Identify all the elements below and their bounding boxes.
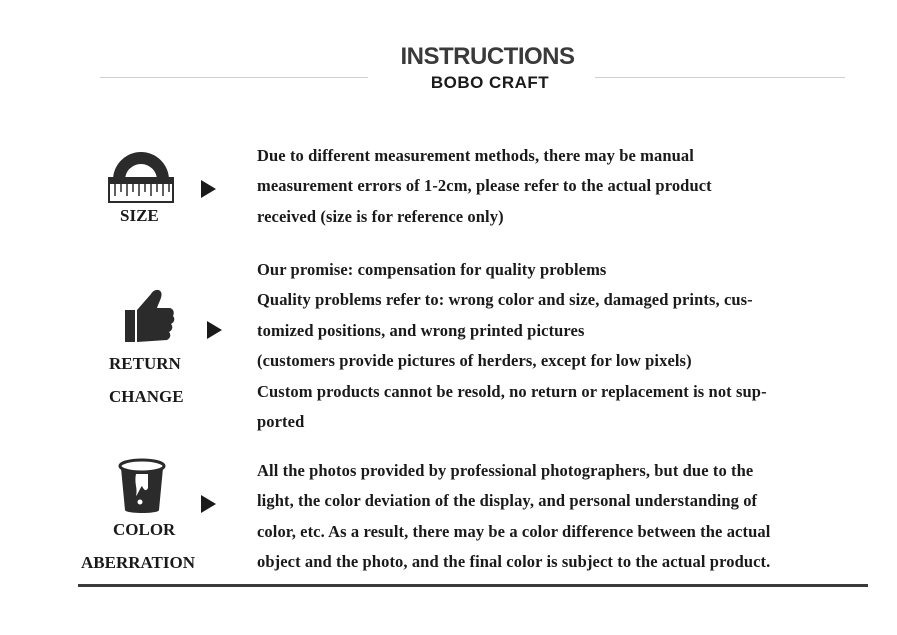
text-line: (customers provide pictures of herders, except for low pixels) [257, 351, 692, 371]
section-text-return [257, 255, 767, 437]
paint-bucket-icon [118, 458, 166, 518]
section-label-aberration: ABERRATION [81, 553, 195, 572]
text-line: light, the color deviation of the display, and personal understanding of [257, 491, 758, 511]
section-label-change: CHANGE [109, 387, 184, 406]
section-label-size: SIZE [120, 206, 159, 225]
text-line: Due to different measurement methods, there may be manual [257, 146, 694, 165]
text-line: Custom products cannot be resold, no return or replacement is not sup- [257, 381, 767, 401]
text-line: All the photos provided by professional photographers, but due to the [257, 461, 754, 480]
page-subtitle: BOBO CRAFT [430, 73, 550, 92]
text-line: color, etc. As a result, there may be a color difference between the actual [257, 521, 771, 541]
text-line: object and the photo, and the final color is subject to the actual product. [257, 552, 771, 572]
text-line: Our promise: compensation for quality problems [257, 260, 607, 279]
text-line: tomized positions, and wrong printed pictures [257, 320, 585, 340]
section-text-color [257, 456, 770, 578]
text-line: ported [257, 411, 305, 431]
section-text-size [257, 141, 712, 232]
text-line: received (size is for reference only) [257, 206, 504, 226]
thumbs-up-icon [123, 286, 175, 344]
section-label-color: COLOR [113, 520, 176, 539]
page-title: INSTRUCTIONS [400, 43, 575, 70]
arrow-right-icon [201, 495, 216, 513]
arrow-right-icon [201, 180, 216, 198]
bottom-divider [78, 584, 868, 587]
section-label-return: RETURN [109, 354, 181, 373]
arrow-right-icon [207, 321, 222, 339]
text-line: measurement errors of 1-2cm, please refer to the actual product [257, 176, 712, 196]
text-line: Quality problems refer to: wrong color and size, damaged prints, cus- [257, 290, 753, 310]
ruler-protractor-icon [107, 150, 175, 204]
